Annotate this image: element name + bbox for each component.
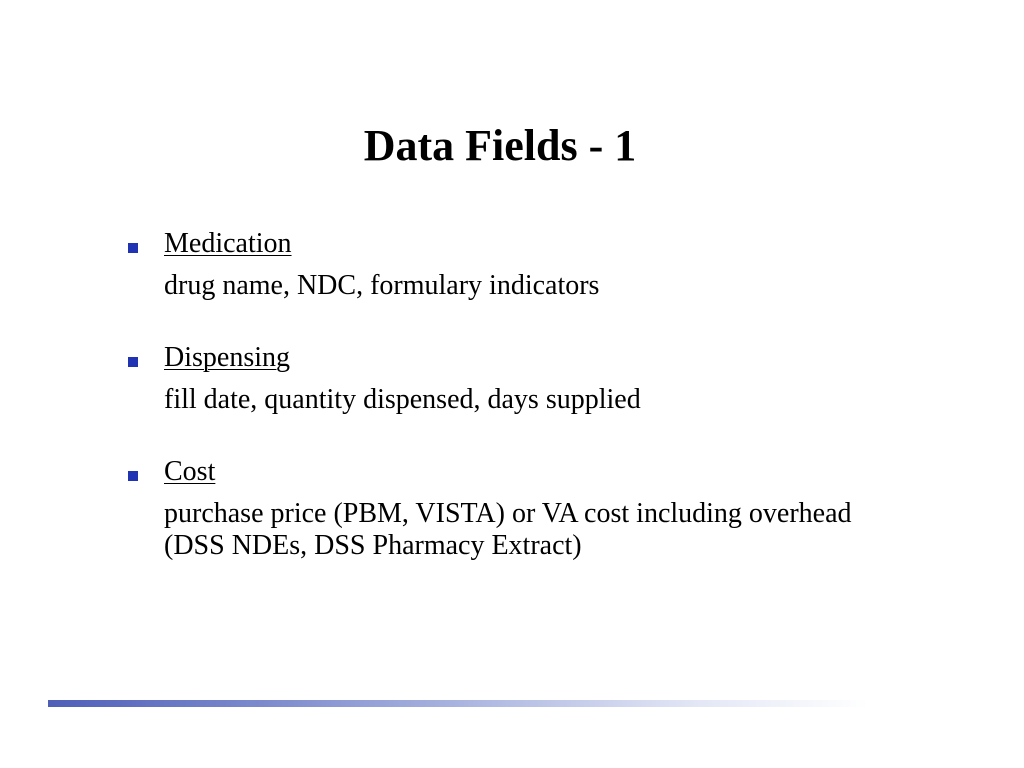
bullet-item-dispensing	[126, 340, 926, 416]
square-bullet-icon	[128, 357, 138, 367]
bullet-heading: Dispensing	[164, 342, 290, 373]
bullet-detail: purchase price (PBM, VISTA) or VA cost including overhead (DSS NDEs, DSS Pharmacy Extract)	[164, 498, 852, 561]
bullet-heading: Cost	[164, 456, 216, 487]
bullet-item-medication	[126, 226, 926, 302]
square-bullet-icon	[128, 471, 138, 481]
bullet-detail: fill date, quantity dispensed, days supplied	[164, 384, 641, 415]
bullet-list	[126, 226, 926, 600]
bullet-heading: Medication	[164, 228, 292, 259]
slide-title: Data Fields - 1	[363, 121, 637, 170]
footer-gradient-bar	[48, 700, 868, 707]
square-bullet-icon	[128, 243, 138, 253]
bullet-detail: drug name, NDC, formulary indicators	[164, 270, 600, 301]
bullet-item-cost	[126, 454, 926, 562]
